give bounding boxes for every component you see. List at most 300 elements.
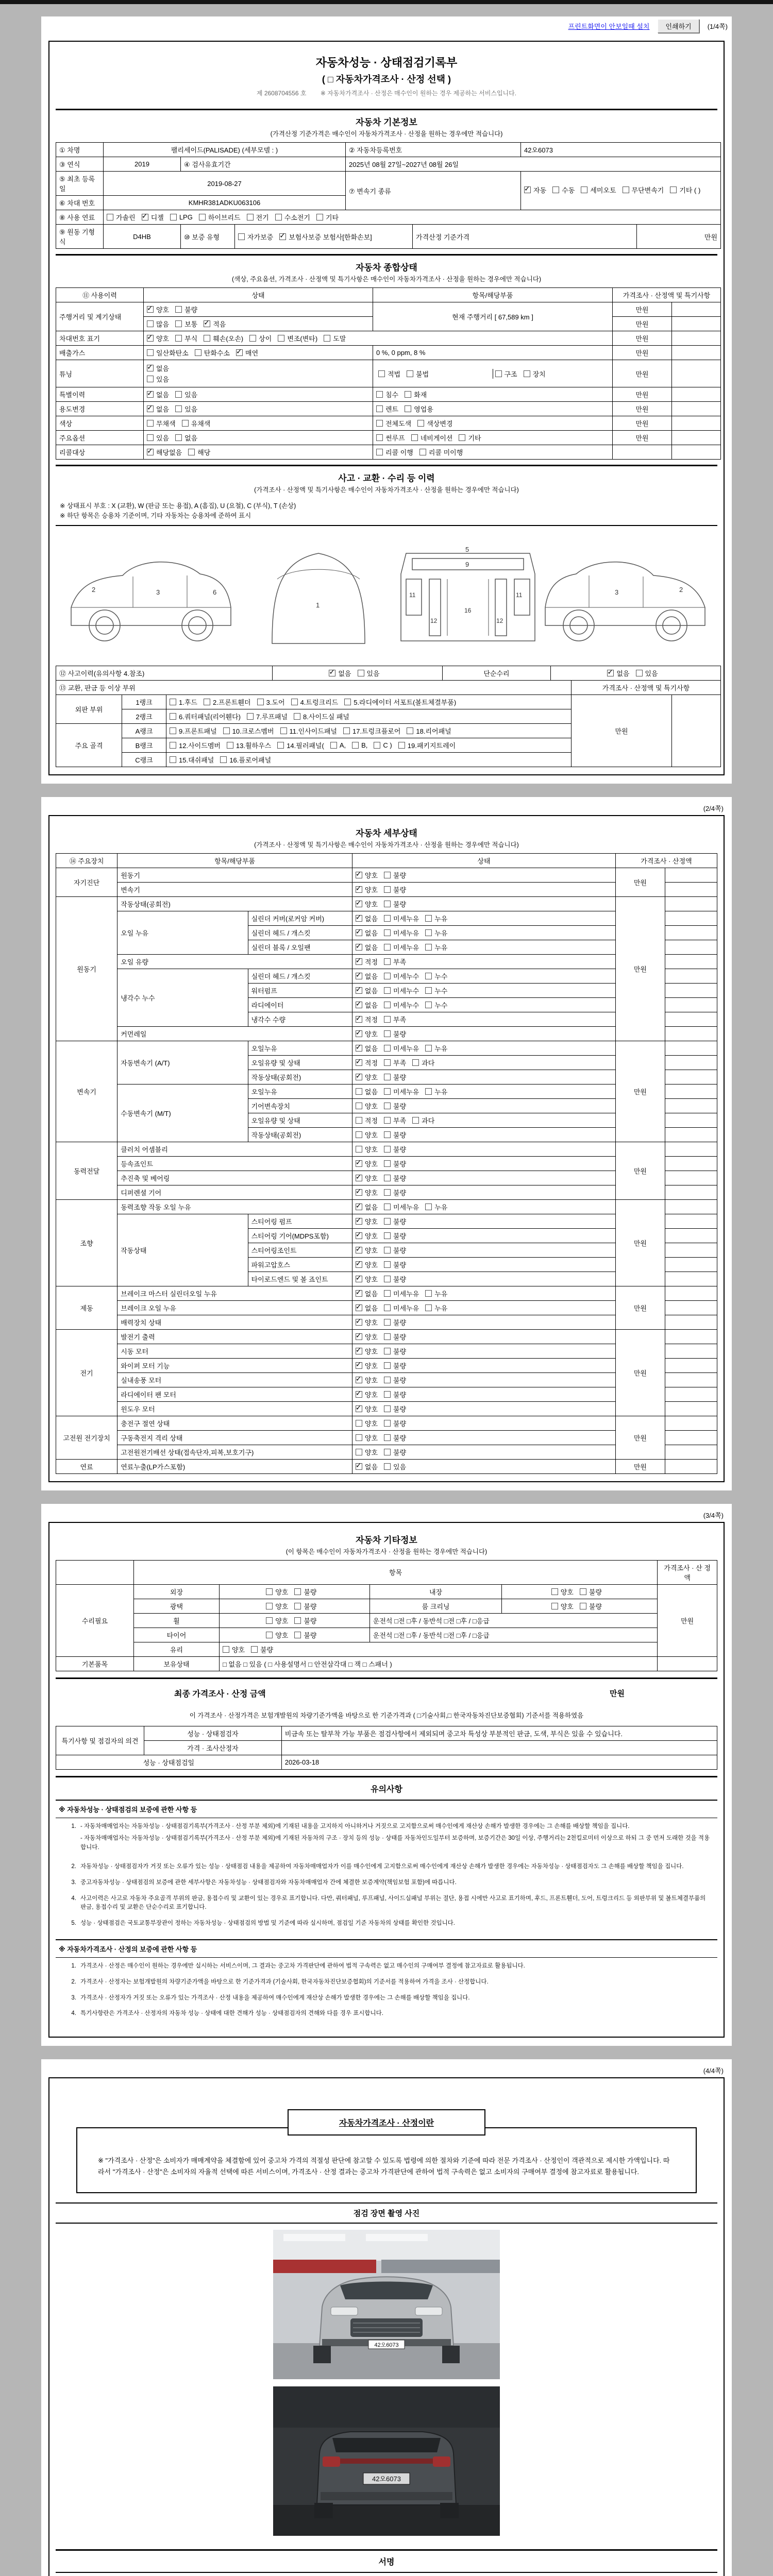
checkbox-option: 미세누유	[384, 1303, 419, 1313]
checkbox-icon	[175, 405, 182, 412]
item-name: 룸 크리닝	[369, 1599, 502, 1613]
checkbox-icon	[266, 1588, 273, 1595]
svg-text:6: 6	[213, 588, 217, 596]
state-cell	[352, 1228, 615, 1243]
item-checks	[502, 1584, 658, 1599]
accident-title: 사고 · 교환 · 수리 등 이력	[338, 473, 435, 483]
inspection-date-value: 2026-03-18	[281, 1755, 717, 1769]
checkbox-option: 5.라디에이터 서포트(볼트체결부품)	[344, 697, 456, 707]
item-label: 변속기	[117, 882, 352, 896]
checkbox-icon	[356, 1103, 362, 1109]
checkbox-icon	[227, 742, 233, 749]
state-cell	[352, 969, 615, 983]
signature-section-title: 서명	[56, 2549, 717, 2573]
checkbox-option: 훼손(오손)	[204, 333, 243, 343]
checkbox-icon	[623, 187, 629, 193]
checkbox-icon	[384, 944, 391, 951]
note-cell	[672, 360, 721, 387]
state-checks	[144, 402, 373, 416]
checkbox-icon	[356, 1463, 362, 1470]
note-cell	[672, 317, 721, 331]
checkbox-option: 14.필러패널(	[277, 740, 324, 750]
price-explain-text: ※ "가격조사 · 산정"은 소비자가 매매계약을 체결함에 있어 중고차 가격의 적절성 판단에 참고할 수 있도록 법령에 의한 절차와 기준에 따라 전문 가격조사 · 산정인이 객관적으로 제시한 가액입니다. 따라서 "가격조사 · 산정"은 소비자의 자율적 선택에 따른 서비스이며, 가격조사 · 산정 결과는 중고차 가격판단에 관하여 법적 구속력은 없고 소비자의 구매여부 결정에 참고자료로 활용됩니다.	[76, 2127, 697, 2193]
checkbox-icon	[356, 1391, 362, 1398]
price-cell: 만원	[615, 1041, 665, 1142]
inspection-valid-value: 2025년 08월 27일~2027년 08월 26일	[346, 157, 721, 172]
part-label: 라디에이터	[248, 997, 352, 1012]
item-label: 발전기 출력	[117, 1329, 352, 1344]
checkbox-option: ✓ 양호	[356, 1029, 378, 1039]
checkbox-icon	[195, 349, 201, 356]
field-label: ⑦ 변속기 종류	[346, 172, 521, 210]
checkbox-option: 양호	[356, 1433, 378, 1443]
checkbox-option: 불량	[384, 899, 406, 909]
table-row	[56, 346, 721, 360]
price-cell: 만원	[615, 1459, 665, 1473]
column-header: ⑪ 사용이력	[56, 288, 144, 302]
checkbox-option: 양호	[551, 1601, 574, 1611]
checkbox-icon	[384, 1420, 391, 1427]
note-cell	[672, 331, 721, 346]
item-checks	[219, 1613, 369, 1628]
item-label: 등속죠인트	[117, 1156, 352, 1171]
device-group-label: 전기	[56, 1329, 117, 1416]
notice-text: 가격조사 · 산정자는 보험개발원의 차량기준가액을 바탕으로 한 기준가격과 (기술사회, 한국자동차진단보증협회)의 기준서를 적용하여 가격을 조사 · 산정합니다.	[80, 1978, 489, 1985]
checkbox-icon	[376, 449, 383, 455]
checkbox-option: 양호	[266, 1630, 288, 1640]
checkbox-icon	[384, 1405, 391, 1412]
checkbox-option: ✓ 매연	[236, 348, 258, 358]
checkbox-option: 불량	[175, 304, 197, 314]
checkbox-option: ✓ 없음	[356, 1202, 378, 1212]
checkbox-option: 미세누수	[384, 986, 419, 995]
checkbox-icon	[419, 449, 426, 455]
field-label: ② 자동차등록번호	[346, 143, 521, 157]
checkbox-option: 불량	[384, 1389, 406, 1399]
note-cell	[665, 1012, 717, 1026]
checkbox-option: 10.크로스멤버	[223, 726, 274, 736]
tuning-kind-checks	[493, 369, 610, 379]
checkbox-option: 불량	[384, 1317, 406, 1327]
checkbox-icon	[356, 1218, 362, 1225]
checkbox-option: ✓ 양호	[356, 1159, 378, 1168]
device-group-label: 제동	[56, 1286, 117, 1329]
checkbox-option: 색상변경	[417, 418, 452, 428]
checkbox-option: 네비게이션	[411, 433, 453, 443]
field-label: ⑥ 차대 번호	[56, 196, 104, 210]
notice-item	[63, 1919, 710, 1928]
notice-block-a-title: ※ 자동차성능 · 상태점검의 보증에 관한 사항 등	[56, 1800, 717, 1818]
table-row	[56, 157, 721, 172]
table-row	[56, 666, 721, 680]
checkbox-icon	[356, 1160, 362, 1167]
model-year-value: 2019	[104, 157, 181, 172]
checkbox-option: 부족	[384, 1115, 406, 1125]
simple-repair-label: 단순수리	[443, 666, 551, 680]
page-marker-2: (2/4쪽)	[703, 804, 724, 812]
notice-item	[63, 1962, 710, 1971]
checkbox-icon	[384, 958, 391, 965]
page-2	[41, 797, 732, 1490]
print-button[interactable]: 인쇄하기	[658, 19, 699, 33]
notice-number: 3.	[71, 1879, 76, 1886]
checkbox-option: 기타 ( )	[670, 185, 700, 195]
state-cell	[352, 882, 615, 896]
rank-items	[166, 738, 572, 752]
item-label: 연료누출(LP가스포함)	[117, 1459, 352, 1473]
checkbox-option: 16.플로어패널	[220, 755, 271, 765]
checkbox-icon	[204, 335, 210, 342]
checkbox-icon	[356, 1088, 362, 1095]
checkbox-option: ✓ 양호	[356, 1274, 378, 1284]
table-row	[56, 1613, 717, 1628]
etc-subtitle: (이 항목은 매수인이 자동차가격조사 · 산정을 원하는 경우에만 적습니다)	[285, 1548, 488, 1555]
item-label: 라디에이터 팬 모터	[117, 1387, 352, 1401]
basic-info-subtitle: (가격산정 기준가격은 매수인이 자동차가격조사 · 산정을 원하는 경우에만 적습니다)	[270, 130, 503, 138]
checkbox-icon	[324, 335, 330, 342]
part-label: 스티어링 펌프	[248, 1214, 352, 1228]
part-label: 타이로드엔드 및 볼 죠인트	[248, 1272, 352, 1286]
part-label: 스티어링 기어(MDPS포함)	[248, 1228, 352, 1243]
note-cell	[672, 694, 721, 767]
table-row	[56, 1599, 717, 1613]
checkbox-option: 누수	[425, 986, 447, 995]
checkbox-icon	[356, 1333, 362, 1340]
row-label: 주행거리 및 계기상태	[56, 302, 144, 331]
checkbox-icon	[384, 987, 391, 994]
rank-label: B랭크	[122, 738, 166, 752]
checkbox-icon	[417, 420, 424, 427]
checkbox-icon	[330, 742, 337, 749]
checkbox-icon	[316, 214, 323, 221]
item-label: 동력조향 작동 오일 누유	[117, 1199, 352, 1214]
checkbox-icon	[551, 1588, 558, 1595]
checkbox-icon	[294, 1603, 301, 1609]
checkbox-option: ✓ 양호	[356, 870, 378, 880]
checkbox-icon	[107, 214, 113, 221]
rank-items	[166, 752, 572, 767]
checkbox-icon	[175, 320, 182, 327]
checkbox-icon	[425, 1304, 432, 1311]
engine-type-value: D4HB	[104, 225, 181, 249]
checkbox-option: ✓ 없음	[356, 1043, 378, 1053]
inspection-photos	[56, 2224, 717, 2545]
checkbox-option: 19.패키지트레이	[398, 740, 456, 750]
checkbox-icon	[384, 1319, 391, 1326]
checkbox-icon	[356, 1290, 362, 1297]
checkbox-option: 해당	[188, 447, 210, 457]
checkbox-icon	[294, 713, 300, 720]
checkbox-option: 탄화수소	[195, 348, 230, 358]
checkbox-option: 6.쿼터패널(리어휀다)	[170, 711, 241, 721]
checkbox-icon	[280, 727, 287, 734]
checkbox-icon	[384, 1059, 391, 1066]
checkbox-icon	[384, 1088, 391, 1095]
checkbox-option: ✓ 없음	[356, 1303, 378, 1313]
table-row	[56, 402, 721, 416]
row-label: 특별이력	[56, 387, 144, 402]
state-cell	[352, 1070, 615, 1084]
checkbox-option: ✓ 양호	[356, 1346, 378, 1356]
notice-section-title: 유의사항	[56, 1776, 717, 1800]
checkbox-option: 불량	[384, 1361, 406, 1370]
state-cell	[352, 954, 615, 969]
table-row	[56, 694, 721, 709]
field-label: ④ 검사유효기간	[181, 157, 346, 172]
section-basic-info	[56, 109, 717, 249]
checkbox-icon	[425, 1204, 432, 1210]
price-cell: 만원	[613, 346, 672, 360]
checkbox-icon	[378, 370, 385, 377]
item-label: 원동기	[117, 868, 352, 882]
checkbox-icon	[524, 187, 531, 193]
checkbox-option: 세미오토	[581, 185, 616, 195]
part-label: 오일유량 및 상태	[248, 1113, 352, 1127]
notice-number: 4.	[71, 1895, 76, 1902]
checkbox-option: 부족	[384, 957, 406, 967]
device-group-label: 원동기	[56, 896, 117, 1041]
checkbox-icon	[551, 1603, 558, 1609]
table-row	[56, 431, 721, 445]
checkbox-option: 불량	[384, 1375, 406, 1385]
note-cell	[658, 1656, 717, 1671]
notice-item	[63, 1862, 710, 1872]
checkbox-icon	[425, 929, 432, 936]
checkbox-icon	[356, 1377, 362, 1383]
checkbox-icon	[384, 886, 391, 893]
checkbox-option: 불량	[294, 1616, 316, 1625]
table-row	[56, 1584, 717, 1599]
checkbox-option: 하이브리드	[199, 212, 241, 222]
state-cell	[352, 1084, 615, 1098]
state-cell	[352, 1214, 615, 1228]
checkbox-icon	[405, 391, 411, 398]
svg-text:12: 12	[430, 617, 438, 624]
detail-row	[56, 1199, 717, 1214]
first-reg-value: 2019-08-27	[104, 172, 346, 196]
device-group-label: 자기진단	[56, 868, 117, 896]
notice-item	[63, 2009, 710, 2019]
checkbox-option: 침수	[376, 389, 398, 399]
field-label: ⑨ 원동 기형식	[56, 225, 104, 249]
table-header-row	[56, 680, 721, 694]
checkbox-option: 미세누유	[384, 942, 419, 952]
note-cell	[665, 1416, 717, 1430]
document-number-line	[56, 89, 717, 104]
checkbox-option: 불량	[294, 1630, 316, 1640]
item-label: 오일 유량	[117, 954, 352, 969]
state-cell	[352, 1156, 615, 1171]
checkbox-icon	[343, 727, 350, 734]
note-cell	[665, 1199, 717, 1214]
checkbox-option: 부식	[175, 333, 197, 343]
state-cell	[352, 1401, 615, 1416]
checkbox-option: 불량	[384, 1274, 406, 1284]
state-cell	[352, 1127, 615, 1142]
checkbox-icon	[580, 1603, 586, 1609]
checkbox-option: 변조(변타)	[278, 333, 317, 343]
notice-block-b-body	[56, 1958, 717, 2029]
checkbox-option: 양호	[551, 1587, 574, 1597]
checkbox-option: 있음	[175, 404, 197, 414]
photo-front-view	[273, 2230, 500, 2379]
browser-top-strip	[0, 0, 773, 4]
checkbox-icon	[356, 1074, 362, 1080]
item-label: 와이퍼 모터 기능	[117, 1358, 352, 1372]
notice-item	[63, 1822, 710, 1856]
opinion-label: 특기사항 및 점검자의 의견	[56, 1726, 144, 1755]
checkbox-option: 가솔린	[107, 212, 136, 222]
checkbox-icon	[384, 1218, 391, 1225]
checkbox-icon	[356, 1146, 362, 1153]
price-cell: 만원	[613, 402, 672, 416]
state-checks	[144, 317, 373, 331]
checkbox-option: ✓ 양호	[356, 1375, 378, 1385]
checkbox-option: 불량	[384, 1245, 406, 1255]
checkbox-icon	[670, 187, 677, 193]
checkbox-option: 불량	[294, 1587, 316, 1597]
notice-text: 특기사항란은 가격조사 · 산정자의 자동차 성능 · 상태에 대한 견해가 성능 · 상태점검자의 견해와 다를 경우 표시합니다.	[80, 2010, 383, 2017]
note-cell	[665, 1055, 717, 1070]
opinion-table	[56, 1726, 717, 1770]
checkbox-icon	[407, 370, 413, 377]
checkbox-option: 있음	[147, 433, 169, 443]
part-label: 냉각수 수량	[248, 1012, 352, 1026]
svg-text:2: 2	[92, 585, 96, 594]
checkbox-option: 양호	[266, 1587, 288, 1597]
checkbox-icon	[238, 233, 245, 240]
checkbox-icon	[356, 987, 362, 994]
note-cell	[665, 1300, 717, 1315]
checkbox-icon	[294, 1632, 301, 1638]
checkbox-option: ✓ 양호	[356, 1389, 378, 1399]
checkbox-icon	[199, 214, 206, 221]
checkbox-icon	[188, 449, 195, 455]
install-print-helper-link[interactable]: 프린트화면이 안보일때 설치	[568, 23, 650, 30]
checkbox-icon	[147, 320, 154, 327]
price-cell: 만원	[613, 416, 672, 431]
row-label: 리콜대상	[56, 445, 144, 460]
checkbox-option: 수소전기	[275, 212, 310, 222]
checkbox-icon	[384, 1449, 391, 1455]
notice-number: 2.	[71, 1978, 76, 1985]
svg-text:3: 3	[156, 588, 160, 596]
state-cell	[352, 1300, 615, 1315]
checkbox-option: ✓ 없음	[356, 986, 378, 995]
checkbox-option: ✓ 없음	[356, 1462, 378, 1471]
svg-text:42오6073: 42오6073	[372, 2475, 401, 2483]
basic-info-table	[56, 142, 721, 249]
checkbox-icon	[170, 713, 176, 720]
checkbox-icon	[356, 973, 362, 979]
state-checks	[144, 445, 373, 460]
section-accident-history	[56, 465, 717, 767]
checkbox-option: ✓ 양호	[147, 333, 169, 343]
checkbox-icon	[356, 1261, 362, 1268]
column-header: 상태	[352, 853, 615, 868]
note-cell	[665, 1113, 717, 1127]
checkbox-option: 11.인사이드패널	[280, 726, 337, 736]
checkbox-option: ✓ 디젤	[142, 212, 164, 222]
field-label: ① 차명	[56, 143, 104, 157]
item-label: 추진축 및 베어링	[117, 1171, 352, 1185]
checkbox-option: 렌트	[376, 404, 398, 414]
column-header: 가격조사 · 산 정액	[658, 1560, 717, 1584]
checkbox-option: 불량	[384, 1433, 406, 1443]
checkbox-icon	[384, 1045, 391, 1052]
section-etc-info	[56, 1528, 717, 1671]
checkbox-option: 썬루프	[376, 433, 405, 443]
section-detail-state	[56, 821, 717, 1474]
price-cell: 만원	[613, 431, 672, 445]
state-cell	[352, 911, 615, 925]
checkbox-option: ✓ 없음	[356, 1289, 378, 1298]
checkbox-option: ✓ 적정	[356, 957, 378, 967]
checkbox-icon	[142, 214, 148, 221]
inspection-date-label: 성능 · 상태점검일	[56, 1755, 282, 1769]
detail-row	[56, 1286, 717, 1300]
note-cell	[665, 969, 717, 983]
page-1	[41, 36, 732, 784]
part-label: 실린더 헤드 / 개스킷	[248, 925, 352, 940]
print-toolbar	[41, 16, 732, 36]
item-label: 브레이크 오일 누유	[117, 1300, 352, 1315]
note-cell	[665, 1315, 717, 1329]
checkbox-option: 구조	[495, 369, 517, 379]
checkbox-option: ✓ 양호	[356, 1332, 378, 1342]
note-cell	[665, 1098, 717, 1113]
checkbox-icon	[257, 699, 264, 705]
checkbox-icon	[580, 1588, 586, 1595]
hold-state-label: 보유상태	[133, 1656, 219, 1671]
appraiser-label: 가격 · 조사산정자	[144, 1740, 282, 1755]
etc-info-table	[56, 1560, 717, 1671]
note-cell	[665, 1156, 717, 1171]
checkbox-icon	[425, 1002, 432, 1008]
checkbox-option: 전체도색	[376, 418, 411, 428]
final-price-unit: 만원	[610, 1689, 625, 1698]
checkbox-option: ✓ 없음	[356, 942, 378, 952]
checkbox-icon	[524, 370, 530, 377]
checkbox-option: ✓ 양호	[147, 304, 169, 314]
checkbox-icon	[356, 1002, 362, 1008]
state-cell	[352, 1199, 615, 1214]
final-price-label: 최종 가격조사 · 산정 금액	[174, 1689, 266, 1699]
checkbox-icon	[384, 1276, 391, 1282]
checkbox-icon	[374, 742, 380, 749]
checkbox-option: ✓ 적음	[204, 319, 226, 329]
table-row	[56, 143, 721, 157]
table-header-row	[56, 1560, 717, 1584]
price-cell: 만원	[613, 360, 672, 387]
state-cell	[352, 1257, 615, 1272]
checkbox-option: ✓ 양호	[356, 1260, 378, 1269]
checkbox-icon	[266, 1603, 273, 1609]
state-cell	[352, 1142, 615, 1156]
state-cell	[352, 1358, 615, 1372]
checkbox-icon	[356, 1348, 362, 1354]
checkbox-option: 불량	[251, 1645, 273, 1654]
state-cell	[352, 997, 615, 1012]
notice-number: 5.	[71, 1920, 76, 1927]
accident-subtitle: (가격조사 · 산정액 및 특기사항은 매수인이 자동차가격조사 · 산정을 원하는 경우에만 적습니다)	[254, 486, 519, 494]
checkbox-option: 불량	[384, 1332, 406, 1342]
table-row	[56, 1642, 717, 1656]
price-cell: 만원	[615, 896, 665, 1041]
checkbox-icon	[356, 929, 362, 936]
checkbox-icon	[147, 376, 154, 382]
detail-row	[56, 896, 717, 911]
